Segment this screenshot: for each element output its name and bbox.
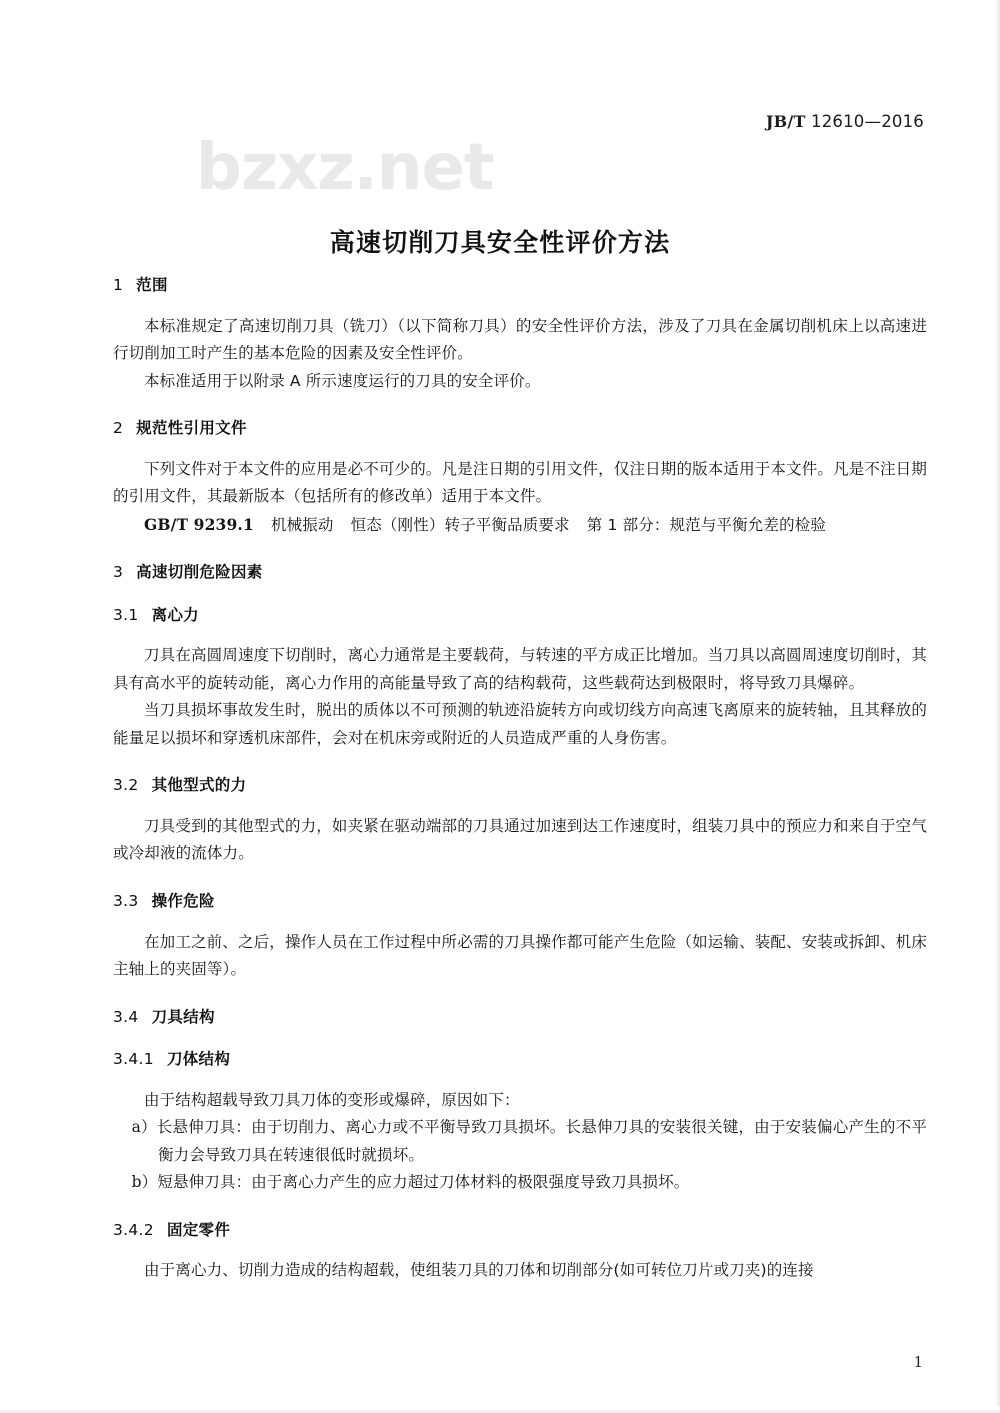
section-title-3-3: 操作危险 [151,891,215,910]
document-body [113,276,927,1285]
list-marker: a） [131,1118,157,1137]
reference-text-2: 恒态（刚性）转子平衡品质要求 [350,515,570,534]
page-edge-bottom [0,1406,1000,1413]
watermark: bzxz.net [196,131,494,205]
section-heading-1 [113,276,927,295]
section-title-3-1: 离心力 [151,605,199,624]
section-number-3-1: 3.1 [113,605,139,624]
paragraph: 刀具在高圆周速度下切削时，离心力通常是主要载荷，与转速的平方成正比增加。当刀具以高圆周速度切削时，其具有高水平的旋转动能，离心力作用的高能量导致了高的结构载荷，这些载荷达到极限时，将导致刀具爆碎。 [113,646,927,692]
list-item [113,1169,927,1197]
section-number-3-2: 3.2 [113,776,139,795]
section-heading-3-1 [113,606,927,625]
section-number-1: 1 [113,276,124,294]
section-title-2: 规范性引用文件 [136,419,247,438]
section-title-1: 范围 [136,276,168,294]
normative-reference [113,511,927,540]
paragraph: 本标准适用于以附录 A 所示速度运行的刀具的安全评价。 [144,371,541,390]
reference-code: GB/T 9239.1 [144,514,254,534]
page-edge-right [993,0,1000,1413]
section-number-3: 3 [113,563,124,582]
paragraph: 刀具受到的其他型式的力，如夹紧在驱动端部的刀具通过加速到达工作速度时，组装刀具中的预应力和来自于空气或冷却液的流体力。 [113,816,927,863]
section-title-3-4-2: 固定零件 [166,1220,231,1239]
section-heading-2 [113,419,927,438]
paragraph: 本标准规定了高速切削刀具（铣刀）（以下简称刀具）的安全性评价方法，涉及了刀具在金属切削机床上以高速进行切削加工时产生的基本危险的因素及安全性评价。 [113,316,927,363]
reference-text-3: 第 1 部分：规范与平衡允差的检验 [586,515,827,534]
section-heading-3-4 [113,1008,927,1027]
list-item [113,1114,927,1169]
standard-code-number: 12610—2016 [805,112,924,131]
section-heading-3-4-1 [113,1050,927,1069]
section-heading-3-2 [113,776,927,795]
section-title-3-4: 刀具结构 [151,1007,215,1026]
section-title-3-4-1: 刀体结构 [166,1050,231,1069]
section-heading-3 [113,563,927,582]
paragraph: 由于结构超载导致刀具刀体的变形或爆碎，原因如下： [144,1090,520,1109]
list-marker: b） [131,1173,158,1192]
section-number-2: 2 [113,419,124,438]
standard-code-header [766,112,924,131]
section-number-3-3: 3.3 [113,891,139,910]
section-number-3-4-2: 3.4.2 [113,1220,154,1239]
list-item-text: 短悬伸刀具：由于离心力产生的应力超过刀体材料的极限强度导致刀具损坏。 [157,1173,690,1192]
paragraph: 在加工之前、之后，操作人员在工作过程中所必需的刀具操作都可能产生危险（如运输、装配、安装或拆卸、机床主轴上的夹固等）。 [113,932,927,979]
section-number-3-4: 3.4 [113,1007,139,1026]
section-heading-3-3 [113,892,927,911]
section-title-3-2: 其他型式的力 [151,776,247,795]
section-number-3-4-1: 3.4.1 [113,1050,154,1069]
paragraph: 下列文件对于本文件的应用是必不可少的。凡是注日期的引用文件，仅注日期的版本适用于本文件。凡是不注日期的引用文件，其最新版本（包括所有的修改单）适用于本文件。 [113,459,927,506]
reference-text-1: 机械振动 [270,515,334,534]
page-number: 1 [913,1355,923,1371]
list-item-text: 长悬伸刀具：由于切削力、离心力或不平衡导致刀具损坏。长悬伸刀具的安装很关键，由于安装偏心产生的不平衡力会导致刀具在转速很低时就损坏。 [156,1118,927,1164]
paragraph: 当刀具损坏事故发生时，脱出的质体以不可预测的轨迹沿旋转方向或切线方向高速飞离原来的旋转轴，且其释放的能量足以损坏和穿透机床部件，会对在机床旁或附近的人员造成严重的人身伤害。 [113,701,927,747]
page-title: 高速切削刀具安全性评价方法 [329,227,671,257]
paragraph: 由于离心力、切削力造成的结构超载，使组装刀具的刀体和切削部分(如可转位刀片或刀夹)的连接 [144,1261,814,1280]
alpha-list [113,1114,927,1197]
section-heading-3-4-2 [113,1221,927,1240]
standard-code-prefix: JB/T [765,112,806,131]
section-title-3: 高速切削危险因素 [136,563,263,582]
